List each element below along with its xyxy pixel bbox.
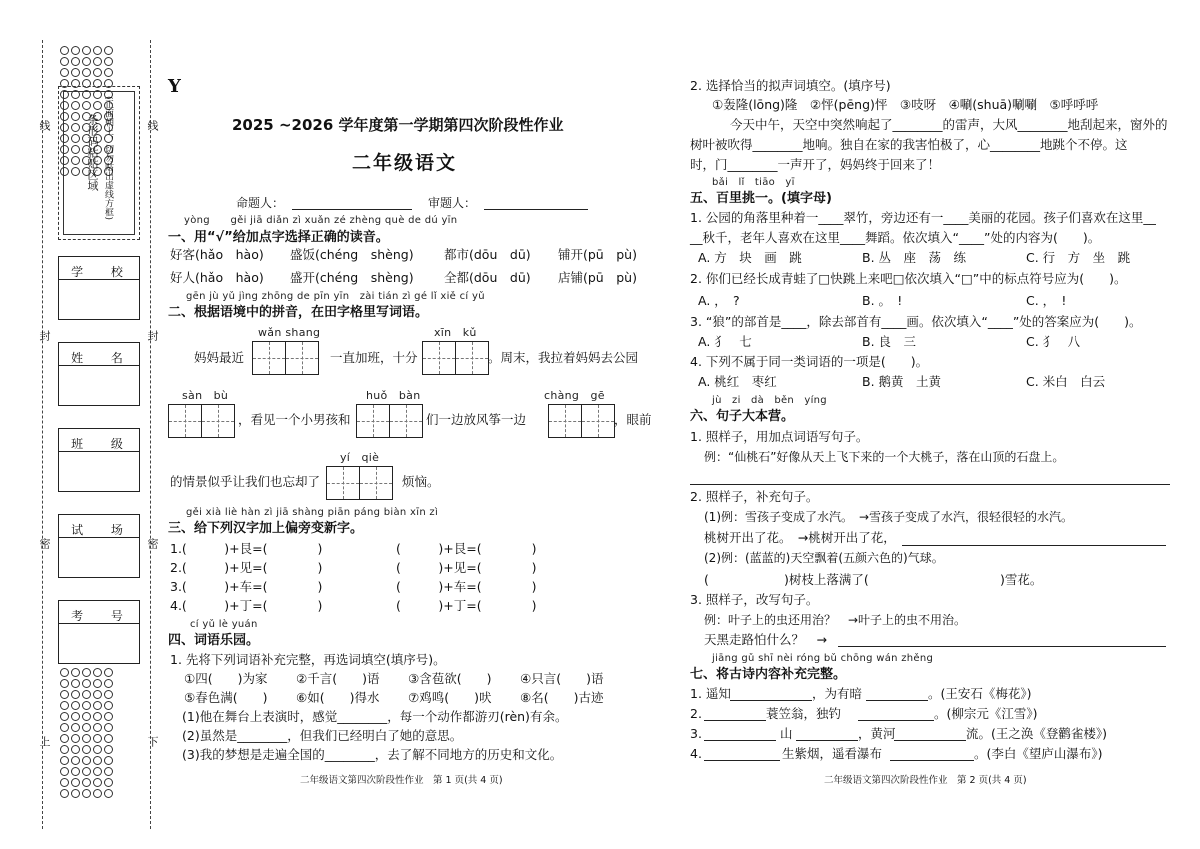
s4-word[interactable]: ②千言( )语 (296, 671, 380, 686)
s2-text: 们一边放风筝一边 (426, 412, 527, 427)
s6-q1: 1. 照样子，用加点词语写句子。 (690, 429, 869, 444)
s5-option[interactable]: A. 方 块 画 跳 (698, 250, 802, 265)
pinyin-sanbu: sàn bù (182, 389, 229, 402)
s2-text: 一直加班，十分 (330, 350, 418, 365)
s2-text: 的情景似乎让我们也忘却了 (170, 474, 321, 489)
q2-text[interactable]: 时，门________一声开了，妈妈终于回来了！ (690, 157, 941, 172)
binding-hole (60, 745, 69, 754)
binding-hole (60, 701, 69, 710)
s3-row[interactable]: ( )+见=( ) (396, 560, 537, 575)
binding-hole (82, 723, 91, 732)
s2-text: ，看见一个小男孩和 (238, 412, 351, 427)
field-school[interactable] (58, 256, 140, 320)
s4-heading: 四、词语乐园。 (168, 633, 260, 648)
binding-hole (71, 712, 80, 721)
binding-hole (104, 767, 113, 776)
mark-left-4: 上 (38, 736, 51, 747)
tianzige-yiqie[interactable] (326, 466, 393, 500)
poem-blank[interactable] (796, 740, 858, 741)
mark-left-3: 密 (38, 538, 51, 549)
poem-blank[interactable] (858, 720, 934, 721)
field-label: 考 号 (71, 609, 135, 623)
binding-hole (82, 767, 91, 776)
s1-heading: 一、用“√”给加点字选择正确的读音。 (168, 230, 389, 245)
binding-hole (60, 756, 69, 765)
binding-hole (93, 745, 102, 754)
binding-hole (60, 712, 69, 721)
s6-q3: 3. 照样子，改写句子。 (690, 592, 819, 607)
binding-hole (82, 46, 91, 55)
binding-hole (71, 745, 80, 754)
tianzige-sanbu[interactable] (168, 404, 235, 438)
binding-hole (82, 668, 91, 677)
poem-blank[interactable] (890, 760, 974, 761)
poem-1: 。(王安石《梅花》) (928, 686, 1032, 701)
binding-hole (71, 778, 80, 787)
binding-hole (82, 57, 91, 66)
s6-heading: 六、句子大本营。 (690, 409, 795, 424)
binding-hole (93, 767, 102, 776)
binding-hole (82, 701, 91, 710)
s6-q2-line[interactable]: )树枝上落满了( (784, 572, 869, 587)
s1-item: 好客(hǎo hào) (170, 247, 264, 262)
binding-hole (104, 756, 113, 765)
s7-heading: 七、将古诗内容补充完整。 (690, 667, 847, 682)
field-label: 学 校 (71, 265, 135, 279)
s5-option[interactable]: C. ， ! (1026, 293, 1067, 308)
binding-hole (71, 723, 80, 732)
s2-text: 妈妈最近 (194, 350, 245, 365)
binding-hole (104, 690, 113, 699)
corner-mark: Y (168, 76, 181, 97)
binding-hole (93, 690, 102, 699)
exam-title: 2025 ~2026 学年度第一学期第四次阶段性作业 (232, 116, 564, 134)
binding-hole (71, 668, 80, 677)
barcode-note: (正面朝上，切勿贴出虚线方框) (103, 96, 113, 221)
q2-heading: 2. 选择恰当的拟声词填空。(填序号) (690, 78, 891, 93)
mark-right-3: 密 (146, 538, 159, 549)
s3-row[interactable]: 3.( )+车=( ) (170, 579, 323, 594)
s5-option[interactable]: B. 丛 座 荡 练 (862, 250, 967, 265)
binding-hole (60, 46, 69, 55)
s6-q3-answer-line[interactable] (838, 646, 1166, 647)
binding-hole (104, 723, 113, 732)
poem-4: 4. (690, 746, 702, 761)
s4-pinyin: cí yǔ lè yuán (190, 619, 258, 630)
s4-word[interactable]: ①四( )为家 (184, 671, 268, 686)
s3-row[interactable]: 4.( )+丁=( ) (170, 598, 323, 613)
s6-q1-example: 例：“仙桃石”好像从天上飞下来的一个大桃子，落在山顶的石盘上。 (704, 450, 1065, 464)
s5-option[interactable]: A. ， ? (698, 293, 740, 308)
binding-hole (93, 68, 102, 77)
field-exam-number[interactable] (58, 600, 140, 664)
s3-pinyin: gěi xià liè hàn zì jiā shàng piān páng biàn xīn zì (186, 507, 439, 518)
s6-q2-line[interactable]: )雪花。 (1000, 572, 1043, 587)
q2-options: ①轰隆(lōng)隆 ②怦(pēng)怦 ③吱呀 ④唰(shuā)唰唰 ⑤呼呼呼 (712, 97, 1099, 112)
binding-hole (71, 68, 80, 77)
binding-hole (104, 679, 113, 688)
s5-option[interactable]: A. 桃红 枣红 (698, 374, 777, 389)
s1-item: 好人(hǎo hào) (170, 270, 264, 285)
s3-row[interactable]: 2.( )+见=( ) (170, 560, 323, 575)
binding-hole (93, 712, 102, 721)
tianzige-huoban[interactable] (356, 404, 423, 438)
s5-option[interactable]: B. 良 三 (862, 334, 917, 349)
s2-heading: 二、根据语境中的拼音，在田字格里写词语。 (168, 305, 429, 320)
poem-3: 3. (690, 726, 702, 741)
s4-word[interactable]: ⑥如( )得水 (296, 690, 380, 705)
binding-hole (104, 46, 113, 55)
s5-option[interactable]: A. 犭 七 (698, 334, 752, 349)
s4-fill[interactable]: (1)他在舞台上表演时，感觉________，每一个动作都游刃(rèn)有余。 (182, 709, 568, 724)
binding-hole (104, 712, 113, 721)
binding-hole (60, 778, 69, 787)
poem-3: ，黄河 (858, 726, 896, 741)
subject-title: 二年级语文 (352, 152, 458, 174)
poem-blank[interactable] (730, 700, 812, 701)
s6-pinyin: jù zi dà běn yíng (712, 395, 827, 406)
s5-pinyin: bǎi lǐ tiāo yī (712, 177, 795, 188)
binding-hole (93, 57, 102, 66)
s4-word[interactable]: ③含苞欲( ) (408, 671, 492, 686)
binding-hole (71, 679, 80, 688)
field-label: 班 级 (71, 437, 135, 451)
s3-row[interactable]: ( )+艮=( ) (396, 541, 537, 556)
binding-hole (93, 734, 102, 743)
binding-hole (60, 679, 69, 688)
reviewer-line[interactable] (484, 209, 588, 210)
poem-3: 山 (780, 726, 793, 741)
binding-hole (71, 789, 80, 798)
binding-hole (104, 668, 113, 677)
binding-hole (60, 789, 69, 798)
s1-pinyin: yòng gěi jiā diǎn zì xuǎn zé zhèng què de dú yīn (184, 215, 458, 226)
s6-q2-answer-line[interactable] (902, 545, 1166, 546)
binding-hole (60, 668, 69, 677)
s6-q2-example: (1)例：雪孩子变成了水汽。 →雪孩子变成了水汽，很轻很轻的水汽。 (704, 510, 1074, 524)
s5-q2: 2. 你们已经长成青蛙了□快跳上来吧□依次填入“□”中的标点符号应为( )。 (690, 271, 1127, 286)
tianzige-xinku[interactable] (422, 341, 489, 375)
poem-1: ，为有暗 (812, 686, 863, 701)
binding-hole (104, 745, 113, 754)
poem-2: 蓑笠翁，独钓 (766, 706, 842, 721)
binding-hole (104, 57, 113, 66)
poem-blank[interactable] (866, 700, 928, 701)
binding-hole (71, 756, 80, 765)
s5-option[interactable]: C. 犭 八 (1026, 334, 1081, 349)
pinyin-changge: chàng gē (544, 389, 605, 402)
binding-hole (93, 756, 102, 765)
setter-line[interactable] (292, 209, 412, 210)
poem-blank[interactable] (704, 760, 780, 761)
setter-label: 命题人： (236, 196, 285, 210)
s2-pinyin: gēn jù yǔ jìng zhōng de pīn yīn zài tián zì gé lǐ xiě cí yǔ (186, 291, 485, 302)
s1-item: 店铺(pū pù) (558, 270, 637, 285)
binding-hole (93, 701, 102, 710)
binding-hole (60, 57, 69, 66)
s4-word[interactable]: ⑤春色满( ) (184, 690, 268, 705)
page-1-footer: 二年级语文第四次阶段性作业 第 1 页(共 4 页) (300, 775, 503, 786)
binding-hole (71, 57, 80, 66)
s2-text: 。周末，我拉着妈妈去公园 (488, 350, 639, 365)
binding-hole (93, 46, 102, 55)
s2-text: ，眼前 (614, 412, 652, 427)
binding-hole (93, 789, 102, 798)
poem-4: 生紫烟，遥看瀑布 (782, 746, 883, 761)
s6-q3-line: 天黑走路怕什么？ → (704, 632, 827, 647)
s4-word[interactable]: ⑧名( )古迹 (520, 690, 604, 705)
field-label: 姓 名 (71, 351, 135, 365)
s4-q1: 1. 先将下列词语补充完整，再选词填空(填序号)。 (170, 652, 446, 667)
binding-hole (82, 745, 91, 754)
s6-q3-example: 例：叶子上的虫还用治？ →叶子上的虫不用治。 (704, 613, 967, 627)
mark-right-2: 封 (146, 330, 159, 341)
reviewer-label: 审题人： (428, 196, 477, 210)
s5-heading: 五、百里挑一。(填字母) (690, 191, 832, 206)
pinyin-wanshang: wǎn shang (258, 326, 321, 339)
s6-q2: 2. 照样子，补充句子。 (690, 489, 819, 504)
binding-hole (71, 701, 80, 710)
s6-q2-line: 桃树开出了花。 →桃树开出了花， (704, 530, 896, 545)
binding-hole (60, 68, 69, 77)
mark-left-2: 封 (38, 330, 51, 341)
binding-hole (93, 668, 102, 677)
binding-hole (82, 679, 91, 688)
binding-hole (104, 734, 113, 743)
poem-blank[interactable] (704, 720, 766, 721)
tianzige-wanshang[interactable] (252, 341, 319, 375)
s5-q4: 4. 下列不属于同一类词语的一项是( )。 (690, 354, 929, 369)
mark-right-1: 线 (146, 120, 159, 131)
binding-hole (60, 690, 69, 699)
s5-option[interactable]: B. 。 ! (862, 293, 903, 308)
s5-q3: 3. “狼”的部首是____，除去部首有____画。依次填入“____”处的答案应为( )。 (690, 314, 1142, 329)
binding-hole (104, 68, 113, 77)
s5-option[interactable]: B. 鹅黄 土黄 (862, 374, 942, 389)
binding-hole (82, 778, 91, 787)
barcode-area (58, 86, 140, 240)
poem-4: 。(李白《望庐山瀑布》) (974, 746, 1103, 761)
page-2-footer: 二年级语文第四次阶段性作业 第 2 页(共 4 页) (824, 775, 1027, 786)
s3-heading: 三、给下列汉字加上偏旁变新字。 (168, 521, 364, 536)
s5-q1: __秋千，老年人喜欢在这里____舞蹈。依次填入“____”处的内容为( )。 (690, 230, 1101, 245)
binding-hole (93, 778, 102, 787)
s4-word[interactable]: ④只言( )语 (520, 671, 604, 686)
binding-hole (82, 734, 91, 743)
binding-hole (82, 68, 91, 77)
cut-line-left (42, 40, 43, 829)
cut-line-right (150, 40, 151, 829)
binding-hole (82, 789, 91, 798)
s1-item: 全都(dōu dū) (444, 270, 531, 285)
s1-item: 都市(dōu dū) (444, 247, 531, 262)
s6-q1-answer-line[interactable] (690, 484, 1170, 485)
binding-hole (60, 767, 69, 776)
s3-row[interactable]: ( )+丁=( ) (396, 598, 537, 613)
field-name[interactable] (58, 342, 140, 406)
binding-hole (104, 789, 113, 798)
pinyin-yiqie: yí qiè (340, 451, 380, 464)
poem-blank[interactable] (704, 740, 776, 741)
binding-hole (82, 756, 91, 765)
s1-item: 盛饭(chéng shèng) (290, 247, 414, 262)
poem-2: 。(柳宗元《江雪》) (934, 706, 1038, 721)
s1-item: 盛开(chéng shèng) (290, 270, 414, 285)
binding-hole (60, 734, 69, 743)
s6-q2-example: (2)例：(蓝蓝的)天空飘着(五颜六色的)气球。 (704, 551, 944, 565)
binding-hole (93, 723, 102, 732)
binding-hole (60, 723, 69, 732)
binding-hole (71, 46, 80, 55)
binding-hole (82, 690, 91, 699)
binding-hole (104, 778, 113, 787)
s3-row[interactable]: ( )+车=( ) (396, 579, 537, 594)
poem-2: 2. (690, 706, 702, 721)
s5-q1: 1. 公园的角落里种着一____翠竹，旁边还有一____美丽的花园。孩子们喜欢在这里__ (690, 210, 1156, 225)
s4-fill[interactable]: (3)我的梦想是走遍全国的________，去了解不同地方的历史和文化。 (182, 747, 563, 762)
binding-hole (71, 690, 80, 699)
pinyin-huoban: huǒ bàn (366, 389, 421, 402)
s2-text: 烦恼。 (402, 474, 440, 489)
field-exam-room[interactable] (58, 514, 140, 578)
binding-hole (71, 767, 80, 776)
barcode-label: 条形码粘贴区域 (86, 114, 99, 191)
field-class[interactable] (58, 428, 140, 492)
s3-row[interactable]: 1.( )+艮=( ) (170, 541, 323, 556)
poem-3: 流。(王之涣《登鹳雀楼》) (966, 726, 1108, 741)
poem-1: 1. 遥知 (690, 686, 731, 701)
mark-right-4: 下 (146, 736, 159, 747)
s5-option[interactable]: C. 行 方 坐 跳 (1026, 250, 1131, 265)
q2-text[interactable]: 树叶被吹得________地响。独自在家的我害怕极了，心________地跳个不停。这 (690, 137, 1128, 152)
pinyin-xinku: xīn kǔ (434, 326, 477, 339)
s7-pinyin: jiāng gǔ shī nèi róng bǔ chōng wán zhěng (712, 653, 934, 664)
mark-left-1: 线 (38, 120, 51, 131)
binding-hole (71, 734, 80, 743)
s5-option[interactable]: C. 米白 白云 (1026, 374, 1106, 389)
binding-hole (93, 679, 102, 688)
s4-word[interactable]: ⑦鸡鸣( )吠 (408, 690, 492, 705)
s1-item: 铺开(pū pù) (558, 247, 637, 262)
poem-blank[interactable] (894, 740, 966, 741)
s4-fill[interactable]: (2)虽然是________，但我们已经明白了她的意思。 (182, 728, 463, 743)
binding-hole (82, 712, 91, 721)
s6-q2-line[interactable]: ( (704, 572, 709, 587)
q2-text[interactable]: 今天中午，天空中突然响起了________的雷声，大风________地刮起来，窗外的 (730, 117, 1168, 132)
binding-holes-bottom (60, 668, 113, 798)
field-label: 试 场 (71, 523, 135, 537)
tianzige-changge[interactable] (548, 404, 615, 438)
binding-hole (104, 701, 113, 710)
